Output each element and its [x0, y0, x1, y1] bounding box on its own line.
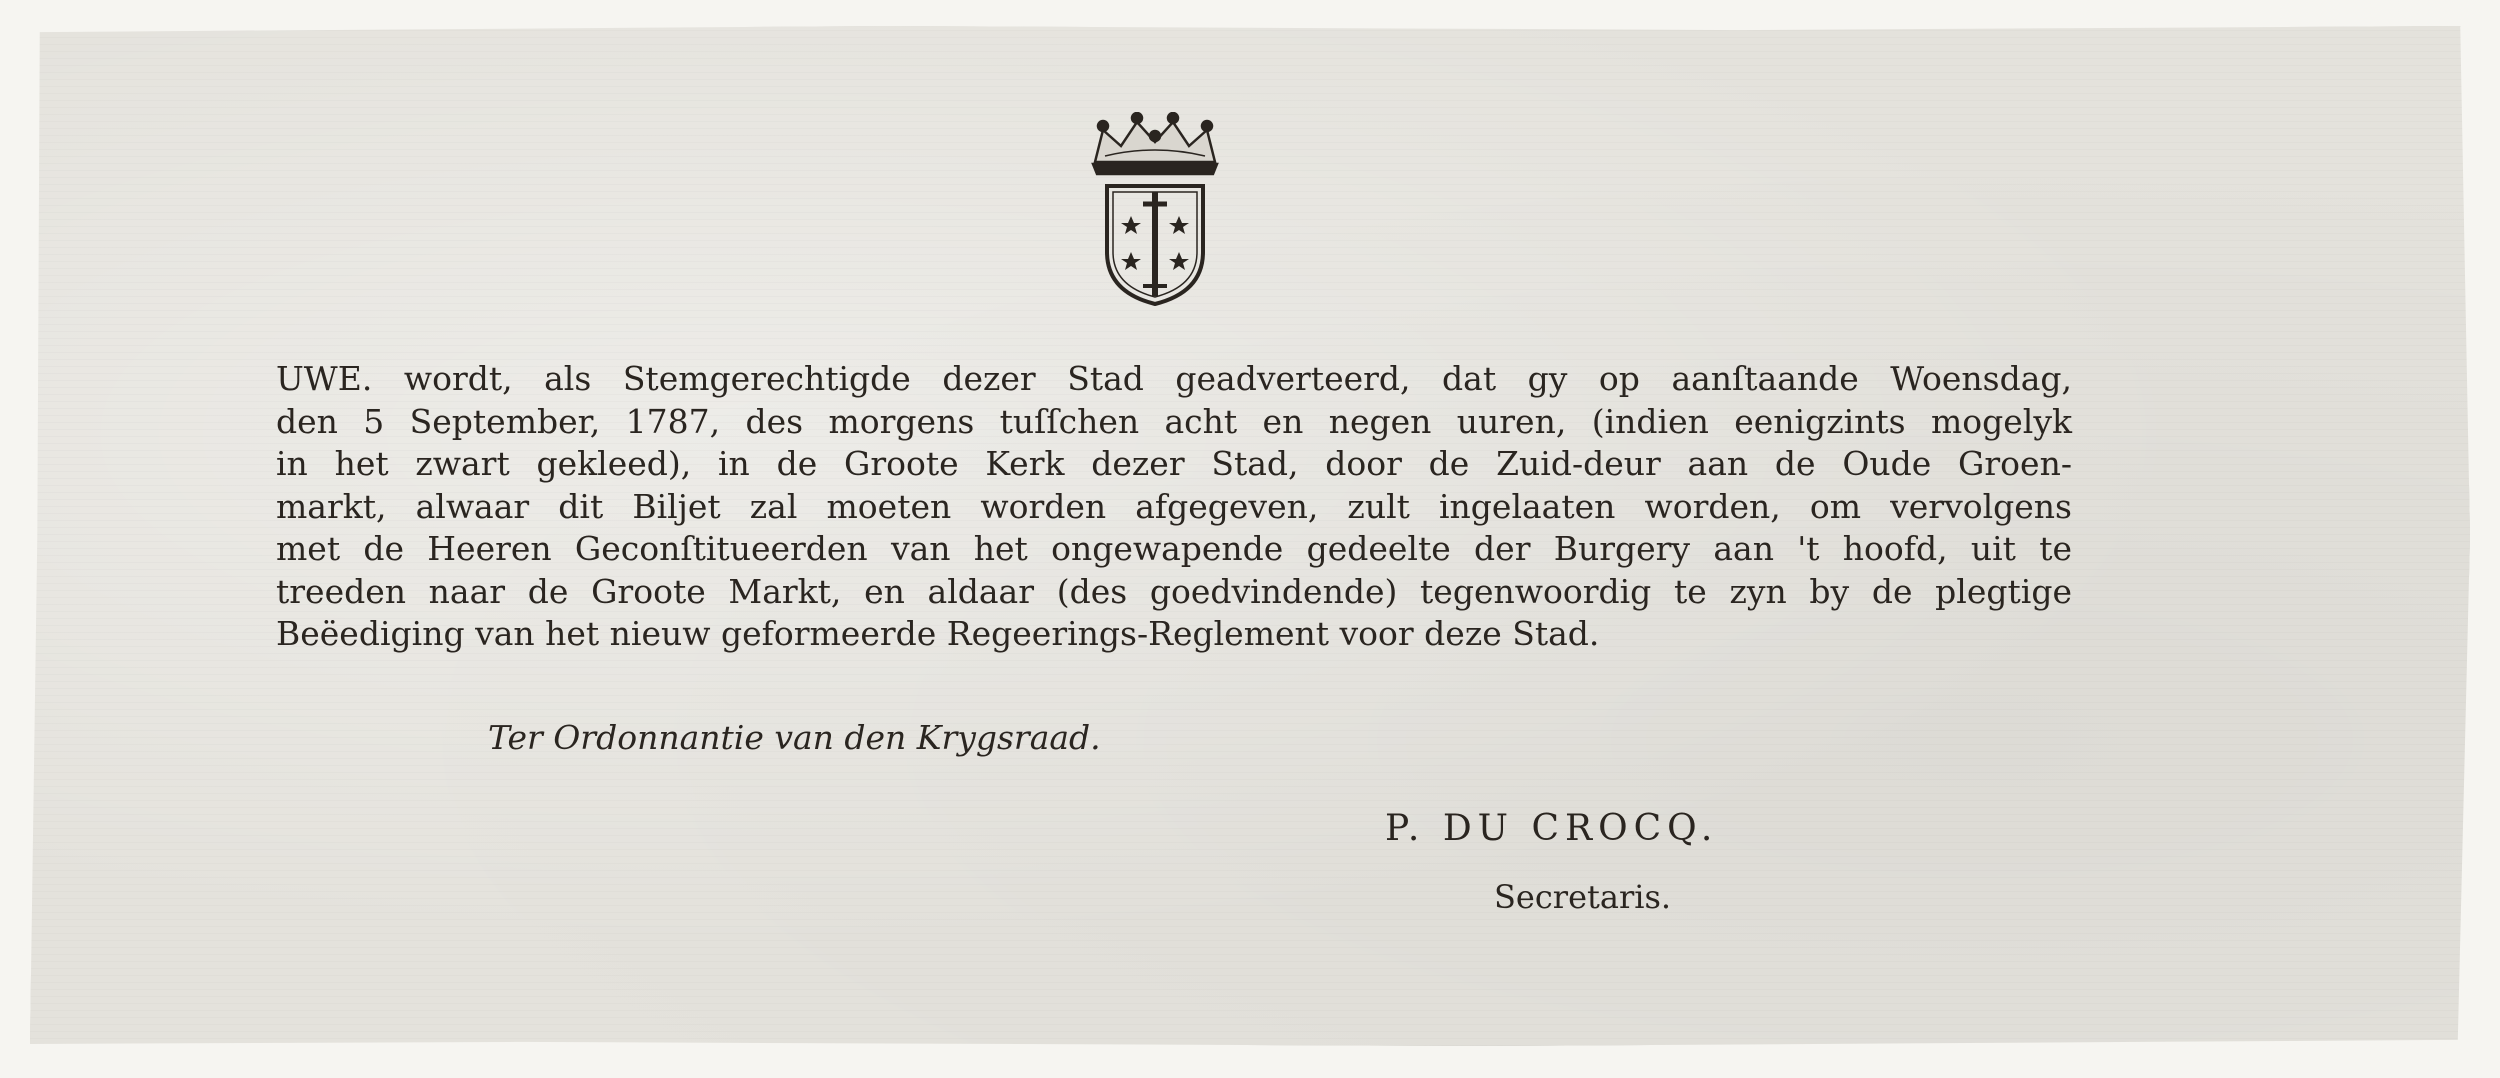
- notice-body: [276, 358, 2072, 656]
- body-line: in het zwart gekleed), in de Groote Kerk dezer Stad, door de Zuid-deur aan de Oude Groen-: [276, 444, 2072, 483]
- body-line: met de Heeren Geconſtitueerden van het ongewapende gedeelte der Burgery aan 't hoofd, uit te: [276, 529, 2072, 568]
- signatory-title: Secretaris.: [1494, 878, 1672, 916]
- body-line: UWE. wordt, als Stemgerechtigde dezer Stad geadverteerd, dat gy op aanſtaande Woensdag,: [276, 359, 2072, 398]
- body-line: Beëediging van het nieuw geformeerde Regeerings-Reglement voor deze Stad.: [276, 614, 1600, 653]
- signatory-name: P. DU CROCQ.: [1385, 808, 1719, 849]
- body-line: treeden naar de Groote Markt, en aldaar (des goedvindende) tegenwoordig te zyn by de plegtige: [276, 571, 2072, 611]
- ordonnantie-line: Ter Ordonnantie van den Krygsraad.: [488, 718, 1101, 757]
- body-line: den 5 September, 1787, des morgens tuſſchen acht en negen uuren, (indien eenigzints mogelyk: [276, 401, 2072, 441]
- body-line: markt, alwaar dit Biljet zal moeten worden afgegeven, zult ingelaaten worden, om vervolgens: [276, 486, 2072, 526]
- coat-of-arms-icon: [1085, 112, 1225, 307]
